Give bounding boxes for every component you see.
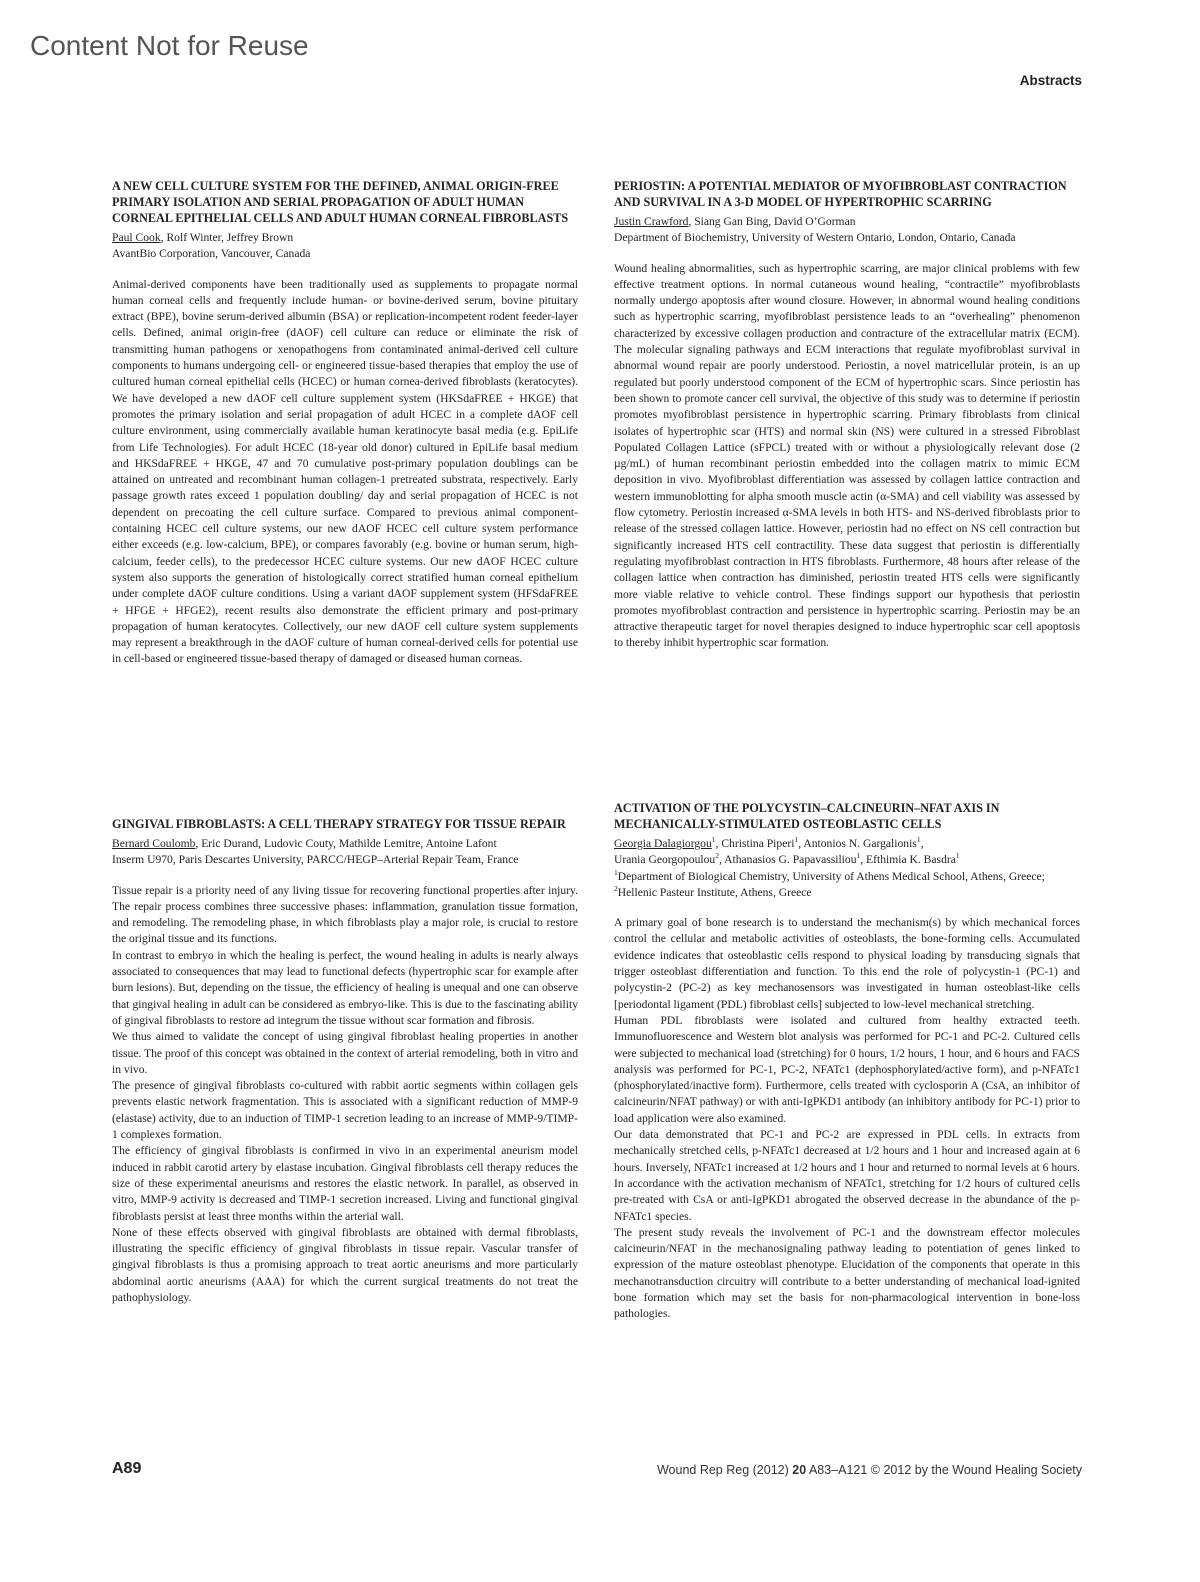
abstract-gingival-fibroblasts	[112, 816, 578, 1306]
abstract-title: GINGIVAL FIBROBLASTS: A CELL THERAPY STRATEGY FOR TISSUE REPAIR	[112, 817, 566, 831]
abstract-body	[614, 261, 1080, 652]
affiliation: AvantBio Corporation, Vancouver, Canada	[112, 247, 311, 261]
co-author: Urania Georgopoulou	[614, 853, 716, 867]
abstract-body	[112, 883, 578, 1307]
paragraph: The efficiency of gingival fibroblasts is confirmed in vivo in an experimental aneurism model induced in rabbit carotid artery by elastase incubation. Gingival fibroblasts cell therapy reduces the size of these experimental aneurisms and restores the elastic network. In parallel, as observed in vitro, MMP-9 activity is decreased and TIMP-1 secretion increased. Living and functional gingival fibroblasts persist at least three months within the arterial wall.	[112, 1144, 578, 1223]
journal-name: Wound Rep Reg (2012)	[656, 1463, 793, 1477]
presenting-author: Georgia Dalagiorgou	[614, 837, 712, 850]
presenting-author: Paul Cook	[112, 231, 161, 244]
affiliation-marker: 1	[856, 851, 861, 861]
co-author: Efthimia K. Basdra	[866, 853, 956, 867]
paragraph: Human PDL fibroblasts were isolated and cultured from healthy extracted teeth. Immunofluorescence and Western blot analysis was performed for PC-1 and PC-2. Cultured cells were subjected to mechanical load (stretching) for 0 hours, 1/2 hours, 1 hour, and 6 hours and FACS analysis was performed for PC-1, PC-2, NFATc1 (dephosphorylated/active form), and p-NFATc1 (phosphorylated/inactive form). Furthermore, cells treated with cyclosporin A (CsA, an inhibitor of calcineurin/NFAT pathway) or with anti-IgPKD1 antibody (an inhibitory antibody for PC-1) prior to load application were also examined.	[614, 1013, 1080, 1125]
abstract-body	[614, 915, 1080, 1322]
co-authors: , Eric Durand, Ludovic Couty, Mathilde Lemitre, Antoine Lafont	[195, 837, 497, 850]
abstract-authors	[614, 214, 1080, 230]
abstract-title: PERIOSTIN: A POTENTIAL MEDIATOR OF MYOFIBROBLAST CONTRACTION AND SURVIVAL IN A 3-D MODEL OF HYPERTROPHIC SCARRING	[614, 179, 1067, 209]
affiliation-text: Hellenic Pasteur Institute, Athens, Greece	[617, 885, 812, 899]
journal-citation	[657, 1463, 1082, 1477]
abstract-title: A NEW CELL CULTURE SYSTEM FOR THE DEFINED, ANIMAL ORIGIN-FREE PRIMARY ISOLATION AND SERIAL PROPAGATION OF ADULT HUMAN CORNEAL EPITHELIAL CELLS AND ADULT HUMAN CORNEAL FIBROBLASTS	[112, 179, 569, 225]
affiliation-marker: 1	[711, 835, 716, 845]
affiliation-marker: 1	[955, 851, 960, 861]
abstract-cell-culture	[112, 178, 578, 668]
abstract-polycystin	[614, 800, 1080, 1323]
paragraph: Tissue repair is a priority need of any living tissue for recovering functional properties after injury. The repair process combines three successive phases: inflammation, granulation tissue formation, and remodeling. The remodeling phase, in which fibroblasts play a major role, is crucial to restore the original tissue and its functions.	[112, 883, 578, 946]
volume: 20	[792, 1463, 807, 1477]
presenting-author: Bernard Coulomb	[112, 837, 196, 850]
paragraph: A primary goal of bone research is to understand the mechanism(s) by which mechanical forces control the cellular and metabolic activities of osteoblasts, the bone-forming cells. Accumulated evidence indicates that osteoblastic cells respond to physical loading by transducing signals that trigger osteoblast differentiation and function. To this end the role of polycystin-1 (PC-1) and polycystin-2 (PC-2) as key mechanosensors was investigated in human osteoblast-like cells [periodontal ligament (PDL) fibroblast cells] subjected to low-level mechanical stretching.	[614, 916, 1080, 1011]
abstract-body	[112, 277, 578, 668]
paragraph: In contrast to embryo in which the healing is perfect, the wound healing in adults is nearly always associated to consequences that may lead to functional defects (hypertrophic scar for example after burn lesions). But, depending on the tissue, the efficiency of healing is unequal and one can observe that gingival healing in adult can be considered as embryo-like. This is due to the fascinating ability of gingival fibroblasts to restore ad integrum the tissue without scar formation and fibrosis.	[112, 948, 578, 1027]
paragraph: We thus aimed to validate the concept of using gingival fibroblast healing properties in another tissue. The proof of this concept was obtained in the context of arterial remodeling, both in vitro and in vivo.	[112, 1030, 578, 1076]
paragraph: The present study reveals the involvement of PC-1 and the downstream effector molecules calcineurin/NFAT in the mechanosignaling pathway leading to potentiation of genes linked to expression of the mature osteoblast phenotype. Elucidation of the components that operate in this mechanotransduction circuitry will contribute to a better understanding of mechanical load-ignited bone formation which may set the basis for non-pharmacological intervention in bone-loss pathologies.	[614, 1225, 1080, 1321]
abstract-title: ACTIVATION OF THE POLYCYSTIN–CALCINEURIN–NFAT AXIS IN MECHANICALLY-STIMULATED OSTEOBLASTIC CELLS	[614, 801, 1000, 831]
affiliation-marker: 1	[794, 835, 799, 845]
abstract-periostin	[614, 178, 1080, 652]
affiliation-marker: 1	[614, 867, 618, 877]
abstract-authors: Georgia Dalagiorgou$^1$, Christina Piperi$^1$, Antonios N. Gargalionis$^1$, Urania Georgopoulou$^2$, Athanasios G. Papavassiliou$^1$, Efthimia K. Basdra$^1$	[614, 835, 960, 867]
page-number: A89	[112, 1460, 142, 1477]
affiliation: Inserm U970, Paris Descartes University, PARCC/HEGP–Arterial Repair Team, France	[112, 853, 519, 867]
abstract-authors	[112, 230, 578, 246]
paragraph: The presence of gingival fibroblasts co-cultured with rabbit aortic segments within collagen gels prevents elastic network fragmentation. This is associated with a significant reduction of MMP-9 (elastase) activity, due to an induction of TIMP-1 secretion leading to an increase of MMP-9/TIMP-1 complexes formation.	[112, 1079, 578, 1142]
co-author: Athanasios G. Papavassiliou	[724, 853, 857, 867]
affiliation	[614, 869, 1080, 885]
affiliation-marker: 2	[614, 884, 618, 894]
co-author: Antonios N. Gargalionis	[803, 837, 917, 850]
affiliation: Department of Biochemistry, University of Western Ontario, London, Ontario, Canada	[614, 231, 1016, 245]
watermark: Content Not for Reuse	[30, 30, 309, 61]
running-header: Abstracts	[1019, 73, 1082, 88]
pages-copyright: A83–A121 © 2012 by the Wound Healing Society	[806, 1463, 1082, 1477]
affiliation-marker: 1	[916, 835, 921, 845]
paragraph: None of these effects observed with gingival fibroblasts are obtained with dermal fibroblasts, illustrating the specific efficiency of gingival fibroblasts in tissue repair. Vascular transfer of gingival fibroblasts is thus a promising approach to treat aortic aneurisms and more particularly abdominal aortic aneurisms (AAA) for which the current surgical treatments do not treat the pathophysiology.	[112, 1225, 578, 1305]
abstract-authors	[112, 836, 578, 852]
affiliation	[614, 885, 1080, 901]
affiliation-marker: 2	[715, 851, 719, 861]
paragraph: Animal-derived components have been traditionally used as supplements to propagate normal human corneal cells and frequently include human- or bovine-derived serum, bovine pituitary extract (BPE), bovine serum-derived albumin (BSA) or replication-incompetent rodent feeder-layer cells. Defined, animal origin-free (dAOF) cell culture can reduce or eliminate the risk of transmitting human pathogens or xenopathogens from contaminated animal-derived cell culture components to humans undergoing cell- or engineered tissue-based therapies that employ the use of cultured human corneal epithelial cells (HCEC) or human cornea-derived fibroblasts (keratocytes). We have developed a new dAOF cell culture supplement system (HKSdaFREE + HKGE) that promotes the primary isolation and serial propagation of adult HCEC in a complete dAOF cell culture environment, using commercially available human keratinocyte basal media (e.g. EpiLife from Life Technologies). For adult HCEC (18-year old donor) cultured in EpiLife basal medium and HKSdaFREE + HKGE, 47 and 70 cumulative post-primary population doublings can be attained on untreated and recombinant human collagen-1 pretreated substrata, respectively. Early passage growth rates exceed 1 population doubling/ day and serial propagation of HCEC is not dependent on precoating the cell culture surface. Compared to previous animal component- containing HCEC cell culture systems, our new dAOF HCEC cell culture system performance either exceeds (e.g. low-calcium, BPE), or compares favorably (e.g. bovine or human serum, high-calcium, feeder cells), to the predecessor HCEC culture systems. Our new dAOF HCEC culture system also supports the generation of histologically correct stratified human corneal epithelium under complete dAOF culture conditions. Using a variant dAOF supplement system (HFSdaFREE + HFGE + HFGE2), recent results also demonstrate the efficient primary and post-primary propagation of human keratocytes. Collectively, our new dAOF cell culture system supplements may represent a breakthrough in the dAOF culture of human corneal-derived cells for potential use in cell-based or engineered tissue-based therapy of damaged or diseased human corneas.	[112, 277, 578, 666]
co-author: Christina Piperi	[721, 837, 795, 850]
paragraph: Wound healing abnormalities, such as hypertrophic scarring, are major clinical problems with few effective treatment options. In normal cutaneous wound healing, “contractile” myofibroblasts normally undergo apoptosis after wound closure. However, in abnormal wound healing conditions such as hypertrophic scarring, myofibroblast persistence leads to an “overhealing” phenomenon characterized by excessive collagen production and contracture of the extracellular matrix (ECM). The molecular signaling pathways and ECM interactions that regulate myofibroblast survival in abnormal wound repair are poorly understood. Periostin, a novel matricellular protein, is an up regulated but poorly understood component of the ECM of hypertrophic scars. Since periostin has been shown to promote cancer cell survival, the objective of this study was to determine if periostin promotes myofibroblast persistence in hypertrophic scarring. Primary fibroblasts from clinical isolates of hypertrophic scar (HTS) and normal skin (NS) were cultured in a stressed Fibroblast Populated Collagen Lattice (sFPCL) treated with or without a physiologically relevant dose (2 µg/mL) of human recombinant periostin embedded into the collagen matrix to mimic ECM deposition in vivo. Myofibroblast differentiation was assessed by collagen lattice contraction and western immunoblotting for alpha smooth muscle actin (α-SMA) and cell viability was assessed by flow cytometry. Periostin increased α-SMA levels in both HTS- and NS-derived fibroblasts prior to release of the stressed collagen lattice. However, periostin had no effect on NS cell contraction but significantly increased HTS cell contractility. These data suggest that periostin is differentially regulating myofibroblast contraction in HTS fibroblasts. Furthermore, 48 hours after release of the collagen lattice when contraction has diminished, periostin treated HTS cells were significantly more viable relative to vehicle control. These findings support our hypothesis that periostin promotes myofibroblast contraction and persistence in hypertrophic scarring. Periostin may be an attractive therapeutic target for novel therapies designed to induce hypertrophic scar cell apoptosis to thereby inhibit hypertrophic scar formation.	[614, 261, 1080, 650]
co-authors: , Siang Gan Bing, David O’Gorman	[688, 215, 856, 228]
paragraph: Our data demonstrated that PC-1 and PC-2 are expressed in PDL cells. In extracts from mechanically stretched cells, p-NFATc1 decreased at 1/2 hours and 1 hour and increased again at 6 hours. Inversely, NFATc1 increased at 1/2 hours and 1 hour and returned to normal levels at 6 hours. In accordance with the activation mechanism of NFATc1, stretching for 1/2 hours of cultured cells pre-treated with CsA or anti-IgPKD1 abrogated the observed decrease in the abundance of the p-NFATc1 species.	[614, 1128, 1080, 1223]
affiliation-text: Department of Biological Chemistry, University of Athens Medical School, Athens, Greece;	[617, 869, 1045, 883]
co-authors: , Rolf Winter, Jeffrey Brown	[160, 231, 294, 244]
presenting-author: Justin Crawford	[614, 215, 689, 228]
